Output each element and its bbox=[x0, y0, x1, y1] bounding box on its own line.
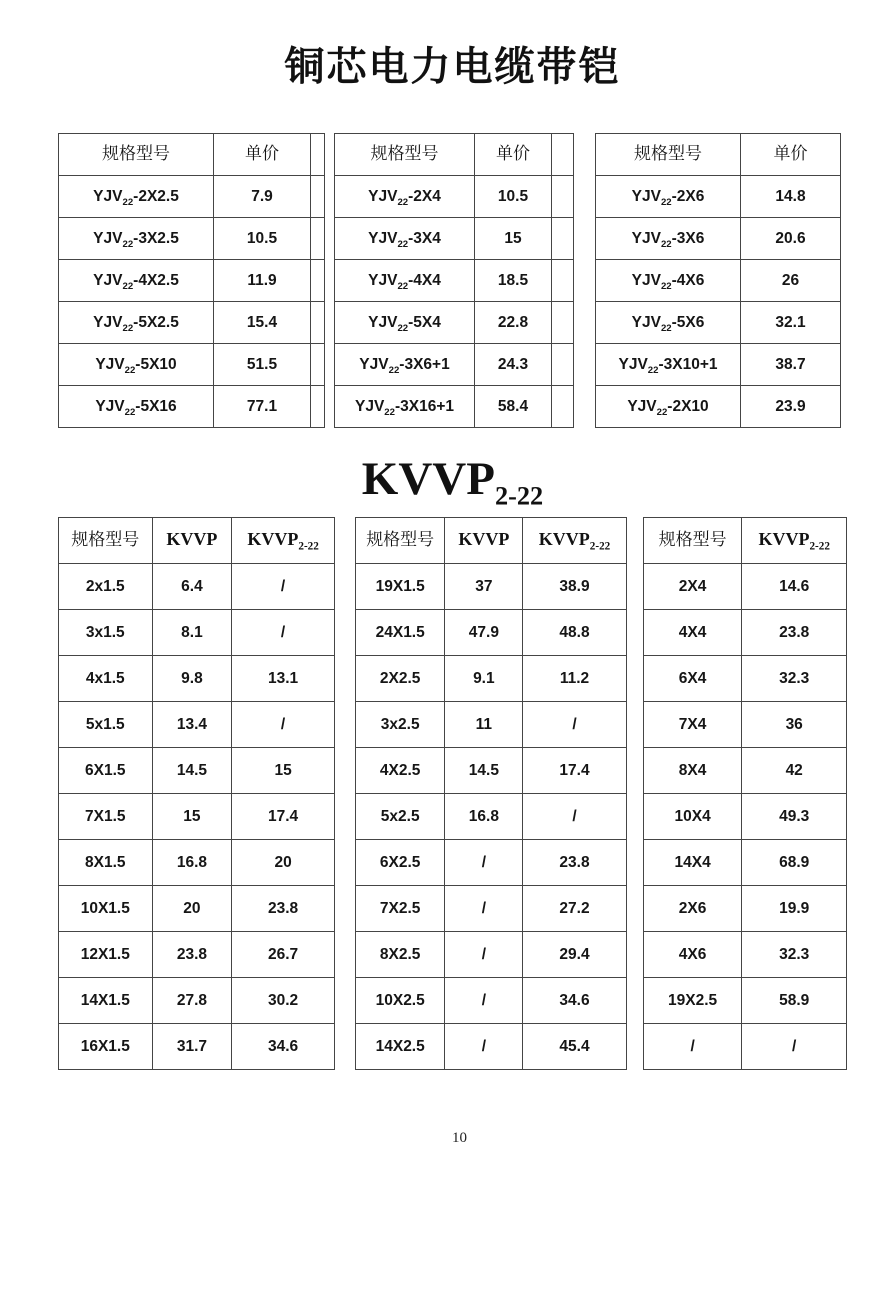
price-cell: / bbox=[445, 885, 523, 931]
spacer-cell bbox=[552, 176, 574, 218]
spec-cell: $YJV_{22}-3X10+1$ bbox=[596, 344, 741, 386]
table-row bbox=[59, 563, 335, 609]
header-row bbox=[355, 517, 626, 563]
price-cell: 49.3 bbox=[742, 793, 847, 839]
table-row bbox=[59, 977, 335, 1023]
column-header: $KVVP_{2-22}$ bbox=[742, 517, 847, 563]
spacer-cell bbox=[552, 134, 574, 176]
column-header: 规格型号 bbox=[355, 517, 445, 563]
price-cell: 32.1 bbox=[741, 302, 841, 344]
spec-cell: 14X2.5 bbox=[355, 1023, 445, 1069]
column-header: 单价 bbox=[475, 134, 552, 176]
spacer-cell bbox=[311, 344, 325, 386]
price-cell: 68.9 bbox=[742, 839, 847, 885]
price-cell: / bbox=[445, 977, 523, 1023]
table-row bbox=[355, 793, 626, 839]
table-row bbox=[59, 655, 335, 701]
price-cell: 58.9 bbox=[742, 977, 847, 1023]
spec-cell: 7X4 bbox=[643, 701, 742, 747]
armored-section-title: 铜芯电力电缆带铠 bbox=[284, 44, 621, 89]
table-row bbox=[643, 1023, 846, 1069]
price-cell: 14.6 bbox=[742, 563, 847, 609]
price-cell: 51.5 bbox=[214, 344, 311, 386]
price-cell: 13.4 bbox=[152, 701, 232, 747]
price-cell: 17.4 bbox=[523, 747, 627, 793]
table-row bbox=[59, 218, 325, 260]
spec-cell: $YJV_{22}-3X6$ bbox=[596, 218, 741, 260]
spec-cell: 14X4 bbox=[643, 839, 742, 885]
price-cell: 14.5 bbox=[152, 747, 232, 793]
table-row bbox=[59, 931, 335, 977]
table-row bbox=[355, 563, 626, 609]
table-row bbox=[59, 302, 325, 344]
table-row bbox=[59, 609, 335, 655]
price-cell: / bbox=[742, 1023, 847, 1069]
table-row bbox=[643, 701, 846, 747]
table-row bbox=[643, 977, 846, 1023]
spec-cell: 12X1.5 bbox=[59, 931, 153, 977]
price-cell: 37 bbox=[445, 563, 523, 609]
spec-cell: $YJV_{22}-3X6+1$ bbox=[335, 344, 475, 386]
column-header: KVVP bbox=[152, 517, 232, 563]
price-cell: 20 bbox=[152, 885, 232, 931]
price-cell: 42 bbox=[742, 747, 847, 793]
kvvp-table-3 bbox=[643, 517, 847, 1070]
table-row bbox=[355, 1023, 626, 1069]
price-cell: / bbox=[232, 609, 335, 655]
price-cell: 8.1 bbox=[152, 609, 232, 655]
spec-cell: 7X2.5 bbox=[355, 885, 445, 931]
spec-cell: 8X2.5 bbox=[355, 931, 445, 977]
kvvp-section-title: $KVVP_{2-22}$ bbox=[361, 453, 544, 511]
table-row bbox=[355, 977, 626, 1023]
spacer-cell bbox=[311, 176, 325, 218]
price-cell: 23.8 bbox=[152, 931, 232, 977]
spec-cell: $YJV_{22}-3X4$ bbox=[335, 218, 475, 260]
price-cell: 23.8 bbox=[523, 839, 627, 885]
spec-cell: $YJV_{22}-5X10$ bbox=[59, 344, 214, 386]
price-cell: 7.9 bbox=[214, 176, 311, 218]
spacer-cell bbox=[552, 218, 574, 260]
spec-cell: 10X1.5 bbox=[59, 885, 153, 931]
spec-cell: 24X1.5 bbox=[355, 609, 445, 655]
price-cell: 77.1 bbox=[214, 386, 311, 428]
spec-cell: $YJV_{22}-4X4$ bbox=[335, 260, 475, 302]
column-header: 规格型号 bbox=[335, 134, 475, 176]
price-cell: 10.5 bbox=[475, 176, 552, 218]
table-row bbox=[335, 386, 574, 428]
price-cell: 24.3 bbox=[475, 344, 552, 386]
price-cell: / bbox=[445, 839, 523, 885]
table-row bbox=[643, 609, 846, 655]
spacer-cell bbox=[552, 386, 574, 428]
table-row bbox=[643, 747, 846, 793]
page-number: 10 bbox=[452, 1129, 467, 1146]
table-row bbox=[59, 747, 335, 793]
price-cell: / bbox=[232, 701, 335, 747]
spec-cell: 7X1.5 bbox=[59, 793, 153, 839]
price-cell: 23.8 bbox=[742, 609, 847, 655]
column-header: 单价 bbox=[214, 134, 311, 176]
spec-cell: $YJV_{22}-4X6$ bbox=[596, 260, 741, 302]
spec-cell: / bbox=[643, 1023, 742, 1069]
header-row bbox=[335, 134, 574, 176]
price-cell: 34.6 bbox=[232, 1023, 335, 1069]
spec-cell: 3x1.5 bbox=[59, 609, 153, 655]
header-row bbox=[596, 134, 841, 176]
kvvp-table-2 bbox=[355, 517, 627, 1070]
price-cell: 11.2 bbox=[523, 655, 627, 701]
spec-cell: 6X2.5 bbox=[355, 839, 445, 885]
price-cell: 29.4 bbox=[523, 931, 627, 977]
spec-cell: $YJV_{22}-5X16$ bbox=[59, 386, 214, 428]
table-row bbox=[335, 302, 574, 344]
price-cell: 34.6 bbox=[523, 977, 627, 1023]
price-cell: 14.5 bbox=[445, 747, 523, 793]
column-header: KVVP bbox=[445, 517, 523, 563]
table-row bbox=[596, 260, 841, 302]
spacer-cell bbox=[311, 134, 325, 176]
armored-table-1 bbox=[58, 133, 325, 428]
column-header: $KVVP_{2-22}$ bbox=[232, 517, 335, 563]
spec-cell: $YJV_{22}-5X6$ bbox=[596, 302, 741, 344]
page bbox=[58, 44, 847, 1147]
price-cell: 38.9 bbox=[523, 563, 627, 609]
table-row bbox=[59, 344, 325, 386]
spec-cell: 6X1.5 bbox=[59, 747, 153, 793]
price-cell: 30.2 bbox=[232, 977, 335, 1023]
table-row bbox=[355, 885, 626, 931]
spacer-cell bbox=[311, 260, 325, 302]
armored-tables-row bbox=[58, 133, 847, 428]
armored-table-2 bbox=[334, 133, 574, 428]
spacer-cell bbox=[552, 260, 574, 302]
table-row bbox=[643, 655, 846, 701]
column-header: 规格型号 bbox=[643, 517, 742, 563]
table-row bbox=[59, 885, 335, 931]
price-cell: 36 bbox=[742, 701, 847, 747]
spacer-cell bbox=[311, 218, 325, 260]
table-row bbox=[59, 386, 325, 428]
table-row bbox=[596, 176, 841, 218]
column-header: 规格型号 bbox=[596, 134, 741, 176]
column-header: $KVVP_{2-22}$ bbox=[523, 517, 627, 563]
column-header: 规格型号 bbox=[59, 517, 153, 563]
spec-cell: 10X4 bbox=[643, 793, 742, 839]
spec-cell: $YJV_{22}-2X2.5$ bbox=[59, 176, 214, 218]
column-header: 单价 bbox=[741, 134, 841, 176]
price-cell: 27.2 bbox=[523, 885, 627, 931]
spec-cell: $YJV_{22}-2X6$ bbox=[596, 176, 741, 218]
spec-cell: 2X2.5 bbox=[355, 655, 445, 701]
table-row bbox=[596, 302, 841, 344]
price-cell: 20 bbox=[232, 839, 335, 885]
table-row bbox=[59, 793, 335, 839]
armored-table-3 bbox=[595, 133, 841, 428]
price-cell: 15 bbox=[152, 793, 232, 839]
price-cell: 58.4 bbox=[475, 386, 552, 428]
spec-cell: 19X2.5 bbox=[643, 977, 742, 1023]
spec-cell: 2X4 bbox=[643, 563, 742, 609]
spec-cell: $YJV_{22}-3X2.5$ bbox=[59, 218, 214, 260]
table-row bbox=[355, 747, 626, 793]
table-row bbox=[596, 218, 841, 260]
spec-cell: 4X4 bbox=[643, 609, 742, 655]
price-cell: 15 bbox=[232, 747, 335, 793]
price-cell: 23.8 bbox=[232, 885, 335, 931]
kvvp-table-1 bbox=[58, 517, 335, 1070]
spacer-cell bbox=[552, 344, 574, 386]
header-row bbox=[59, 517, 335, 563]
price-cell: 16.8 bbox=[152, 839, 232, 885]
price-cell: 48.8 bbox=[523, 609, 627, 655]
spec-cell: $YJV_{22}-3X16+1$ bbox=[335, 386, 475, 428]
price-cell: 11.9 bbox=[214, 260, 311, 302]
table-row bbox=[59, 176, 325, 218]
spec-cell: 5x2.5 bbox=[355, 793, 445, 839]
price-cell: 26 bbox=[741, 260, 841, 302]
table-row bbox=[335, 260, 574, 302]
spec-cell: $YJV_{22}-2X10$ bbox=[596, 386, 741, 428]
table-row bbox=[335, 218, 574, 260]
price-cell: / bbox=[523, 701, 627, 747]
spec-cell: 5x1.5 bbox=[59, 701, 153, 747]
price-cell: / bbox=[523, 793, 627, 839]
spec-cell: 6X4 bbox=[643, 655, 742, 701]
price-cell: 32.3 bbox=[742, 931, 847, 977]
spec-cell: $YJV_{22}-2X4$ bbox=[335, 176, 475, 218]
price-cell: 38.7 bbox=[741, 344, 841, 386]
table-row bbox=[335, 344, 574, 386]
price-cell: 6.4 bbox=[152, 563, 232, 609]
header-row bbox=[59, 134, 325, 176]
spec-cell: 4X2.5 bbox=[355, 747, 445, 793]
price-cell: 9.1 bbox=[445, 655, 523, 701]
spec-cell: $YJV_{22}-5X4$ bbox=[335, 302, 475, 344]
price-cell: 19.9 bbox=[742, 885, 847, 931]
price-cell: 10.5 bbox=[214, 218, 311, 260]
table-row bbox=[355, 931, 626, 977]
spec-cell: 2x1.5 bbox=[59, 563, 153, 609]
kvvp-tables-row bbox=[58, 517, 847, 1070]
price-cell: 20.6 bbox=[741, 218, 841, 260]
price-cell: 31.7 bbox=[152, 1023, 232, 1069]
price-cell: 22.8 bbox=[475, 302, 552, 344]
price-cell: 17.4 bbox=[232, 793, 335, 839]
spec-cell: 8X4 bbox=[643, 747, 742, 793]
spec-cell: 4X6 bbox=[643, 931, 742, 977]
price-cell: 9.8 bbox=[152, 655, 232, 701]
spec-cell: 2X6 bbox=[643, 885, 742, 931]
column-header: 规格型号 bbox=[59, 134, 214, 176]
table-row bbox=[59, 839, 335, 885]
table-row bbox=[59, 701, 335, 747]
table-row bbox=[596, 344, 841, 386]
spacer-cell bbox=[311, 302, 325, 344]
price-cell: 47.9 bbox=[445, 609, 523, 655]
spec-cell: 14X1.5 bbox=[59, 977, 153, 1023]
table-row bbox=[643, 563, 846, 609]
table-row bbox=[355, 609, 626, 655]
price-cell: / bbox=[445, 1023, 523, 1069]
price-cell: 18.5 bbox=[475, 260, 552, 302]
header-row bbox=[643, 517, 846, 563]
spec-cell: $YJV_{22}-5X2.5$ bbox=[59, 302, 214, 344]
table-row bbox=[643, 793, 846, 839]
table-row bbox=[355, 701, 626, 747]
price-cell: 15.4 bbox=[214, 302, 311, 344]
price-cell: / bbox=[445, 931, 523, 977]
price-cell: 11 bbox=[445, 701, 523, 747]
price-cell: 27.8 bbox=[152, 977, 232, 1023]
table-row bbox=[643, 931, 846, 977]
spec-cell: 8X1.5 bbox=[59, 839, 153, 885]
price-cell: 23.9 bbox=[741, 386, 841, 428]
spacer-cell bbox=[311, 386, 325, 428]
spec-cell: 3x2.5 bbox=[355, 701, 445, 747]
price-cell: 15 bbox=[475, 218, 552, 260]
price-cell: / bbox=[232, 563, 335, 609]
table-row bbox=[59, 1023, 335, 1069]
table-row bbox=[355, 839, 626, 885]
price-cell: 26.7 bbox=[232, 931, 335, 977]
price-cell: 16.8 bbox=[445, 793, 523, 839]
table-row bbox=[59, 260, 325, 302]
spec-cell: 10X2.5 bbox=[355, 977, 445, 1023]
price-cell: 32.3 bbox=[742, 655, 847, 701]
price-cell: 14.8 bbox=[741, 176, 841, 218]
spec-cell: 19X1.5 bbox=[355, 563, 445, 609]
price-cell: 13.1 bbox=[232, 655, 335, 701]
spec-cell: 4x1.5 bbox=[59, 655, 153, 701]
table-row bbox=[335, 176, 574, 218]
table-row bbox=[355, 655, 626, 701]
spec-cell: $YJV_{22}-4X2.5$ bbox=[59, 260, 214, 302]
spec-cell: 16X1.5 bbox=[59, 1023, 153, 1069]
table-row bbox=[596, 386, 841, 428]
spacer-cell bbox=[552, 302, 574, 344]
price-cell: 45.4 bbox=[523, 1023, 627, 1069]
table-row bbox=[643, 839, 846, 885]
table-row bbox=[643, 885, 846, 931]
